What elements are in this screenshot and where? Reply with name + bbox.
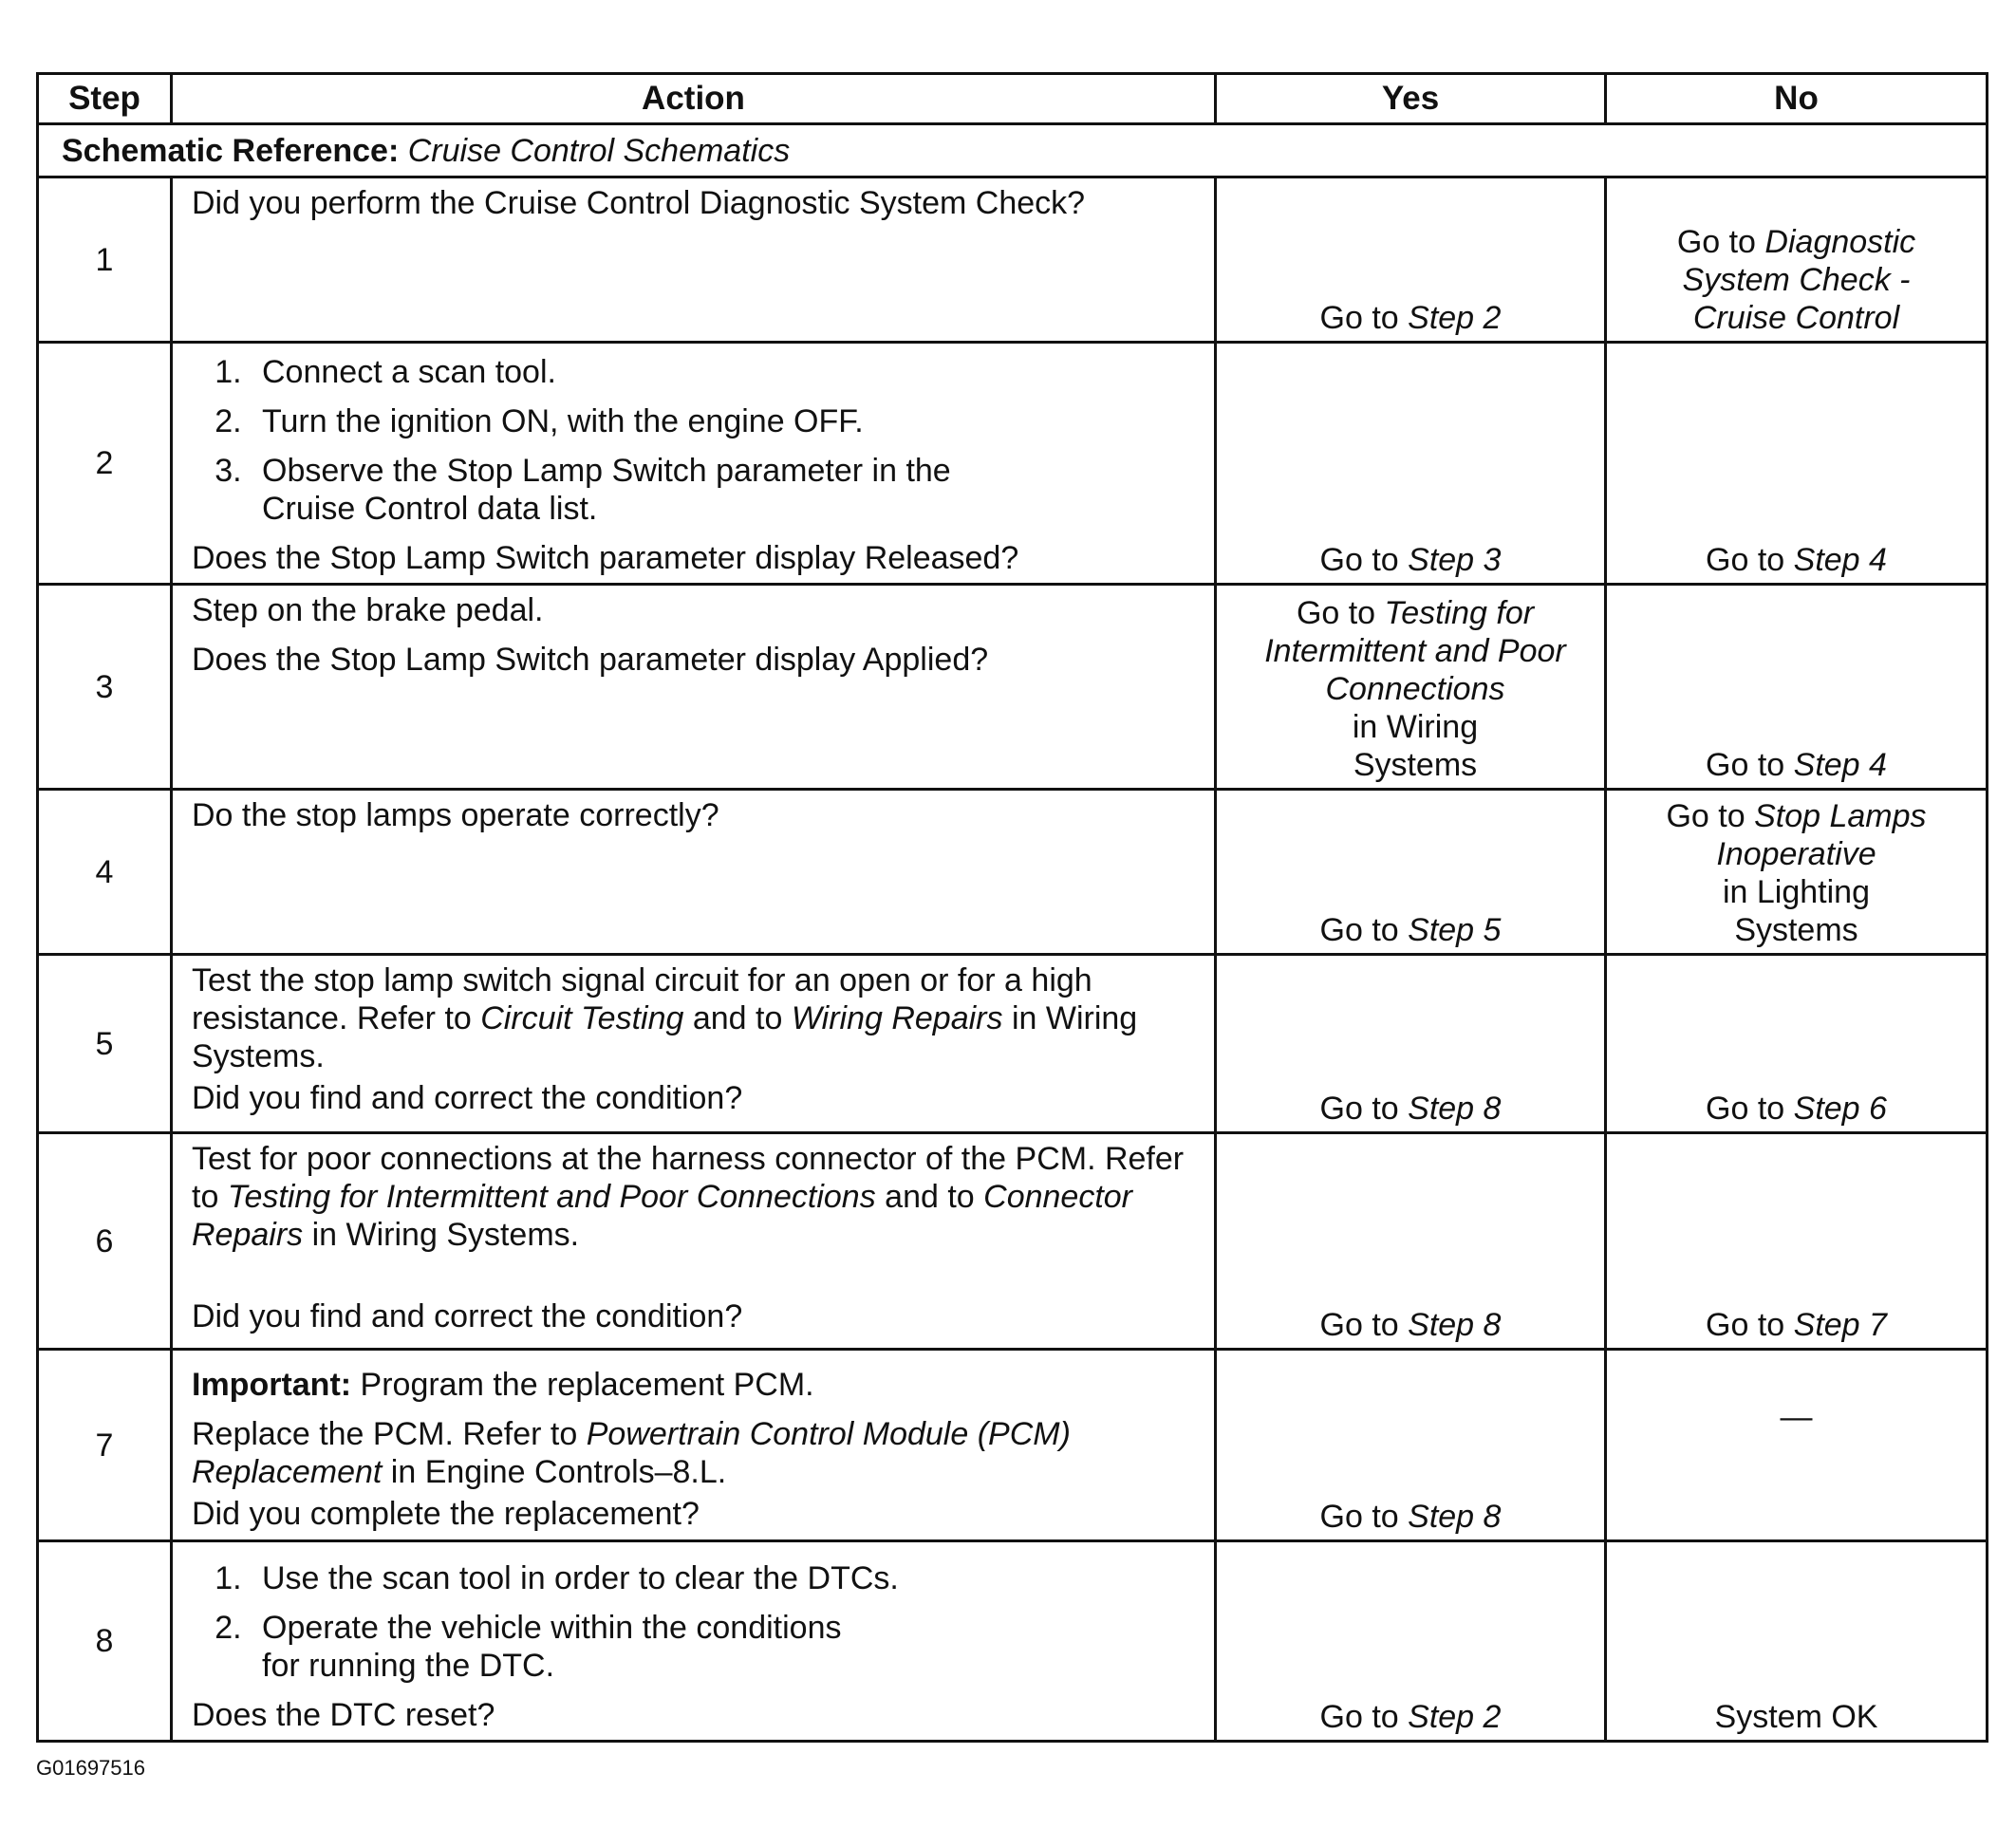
yes-prefix: Go to (1319, 1091, 1409, 1127)
no-cell (1606, 1541, 1988, 1742)
list-item: 2. Turn the ignition ON, with the engine OFF. (251, 402, 1204, 440)
no-cell (1606, 955, 1988, 1133)
schematic-reference-row (38, 124, 1988, 177)
action-text-part: and to (683, 1000, 792, 1036)
action-question: Did you complete the replacement? (192, 1496, 700, 1532)
schematic-label: Schematic Reference: (62, 132, 400, 169)
list-item: 2. Operate the vehicle within the conditions for running the DTC. (251, 1609, 1204, 1685)
table-row (38, 585, 1988, 790)
yes-prefix: Go to (1296, 595, 1385, 631)
schematic-link[interactable]: Cruise Control Schematics (407, 132, 791, 169)
yes-prefix: Go to (1319, 1307, 1409, 1343)
table-row (38, 955, 1988, 1133)
step-number: 7 (38, 1350, 172, 1541)
yes-suffix: in Wiring Systems (1352, 709, 1479, 783)
step-number: 4 (38, 790, 172, 955)
table-row (38, 1350, 1988, 1541)
action-steps-list (192, 1559, 1204, 1685)
header-row (38, 74, 1988, 124)
action-text: Step on the brake pedal. (192, 592, 544, 628)
important-label: Important: (192, 1367, 352, 1403)
yes-cell (1216, 1350, 1606, 1541)
yes-cell (1216, 1133, 1606, 1350)
action-question: Did you find and correct the condition? (192, 1080, 743, 1116)
no-cell (1606, 790, 1988, 955)
header-step: Step (38, 74, 172, 124)
table-row (38, 1541, 1988, 1742)
yes-link[interactable]: Step 8 (1408, 1307, 1502, 1343)
step-number: 2 (38, 343, 172, 585)
action-question: Did you find and correct the condition? (192, 1298, 743, 1334)
action-question: Does the DTC reset? (192, 1697, 495, 1733)
action-link[interactable]: Circuit Testing (480, 1000, 684, 1036)
action-question: Does the Stop Lamp Switch parameter display Applied? (192, 642, 989, 678)
action-text (192, 1415, 1204, 1491)
action-cell (172, 1350, 1216, 1541)
action-text-part: in Engine Controls–8.L. (382, 1454, 727, 1490)
table-row (38, 343, 1988, 585)
action-cell (172, 1541, 1216, 1742)
no-link[interactable]: Step 7 (1793, 1307, 1887, 1343)
action-text-part: in Wiring Systems. (303, 1217, 580, 1253)
step-number: 5 (38, 955, 172, 1133)
no-text: System OK (1714, 1699, 1878, 1735)
action-text-part: Replace the PCM. Refer to (192, 1416, 587, 1452)
yes-cell (1216, 790, 1606, 955)
no-prefix: Go to (1706, 747, 1794, 783)
table-row (38, 1133, 1988, 1350)
diagnostic-table (36, 72, 1988, 1743)
no-prefix: Go to (1676, 224, 1765, 260)
action-steps-list (192, 353, 1204, 528)
action-link[interactable]: Wiring Repairs (791, 1000, 1003, 1036)
important-text: Program the replacement PCM. (351, 1367, 814, 1403)
action-text (192, 1140, 1204, 1254)
no-link[interactable]: Step 4 (1793, 747, 1887, 783)
action-text-part: Test for poor connections at the harness connector of the PCM. Refer to (192, 1141, 1185, 1215)
yes-prefix: Go to (1319, 300, 1409, 336)
action-question: Did you perform the Cruise Control Diagnostic System Check? (192, 185, 1086, 221)
yes-cell (1216, 177, 1606, 343)
no-link[interactable]: Step 4 (1793, 542, 1887, 578)
yes-cell (1216, 585, 1606, 790)
action-link[interactable]: Connector Repairs (192, 1179, 1133, 1253)
action-question: Does the Stop Lamp Switch parameter display Released? (192, 540, 1019, 576)
step-number: 6 (38, 1133, 172, 1350)
yes-cell (1216, 955, 1606, 1133)
table-row (38, 177, 1988, 343)
yes-link[interactable]: Step 8 (1408, 1499, 1502, 1535)
yes-prefix: Go to (1319, 1699, 1409, 1735)
no-cell (1606, 343, 1988, 585)
yes-link[interactable]: Step 5 (1408, 912, 1502, 948)
yes-prefix: Go to (1319, 912, 1409, 948)
yes-link[interactable]: Step 3 (1408, 542, 1502, 578)
yes-cell (1216, 1541, 1606, 1742)
yes-link[interactable]: Testing for Intermittent and Poor Connections (1264, 595, 1566, 707)
no-cell (1606, 1133, 1988, 1350)
yes-prefix: Go to (1319, 542, 1409, 578)
step-number: 1 (38, 177, 172, 343)
action-cell (172, 955, 1216, 1133)
no-link[interactable]: Diagnostic System Check - Cruise Control (1682, 224, 1916, 336)
figure-id: G01697516 (36, 1756, 145, 1780)
step-number: 3 (38, 585, 172, 790)
yes-link[interactable]: Step 2 (1408, 1699, 1502, 1735)
no-cell (1606, 585, 1988, 790)
header-no: No (1606, 74, 1988, 124)
action-text-part: Test the stop lamp switch signal circuit for an open or for a high resistance. Refer to (192, 962, 1092, 1036)
action-cell (172, 585, 1216, 790)
no-prefix: Go to (1706, 1307, 1794, 1343)
action-cell (172, 1133, 1216, 1350)
action-text-part: and to (875, 1179, 984, 1215)
action-link[interactable]: Testing for Intermittent and Poor Connections (227, 1179, 876, 1215)
table-row (38, 790, 1988, 955)
action-text-part: in Wiring Systems. (192, 1000, 1138, 1074)
no-suffix: in Lighting Systems (1722, 874, 1870, 948)
yes-link[interactable]: Step 8 (1408, 1091, 1502, 1127)
list-item: 1. Connect a scan tool. (251, 353, 1204, 391)
no-prefix: Go to (1706, 542, 1794, 578)
important-note (192, 1366, 1204, 1404)
no-link[interactable]: Stop Lamps Inoperative (1716, 798, 1927, 872)
list-item: 1. Use the scan tool in order to clear the DTCs. (251, 1559, 1204, 1597)
no-cell (1606, 177, 1988, 343)
yes-link[interactable]: Step 2 (1408, 300, 1502, 336)
header-action: Action (172, 74, 1216, 124)
step-number: 8 (38, 1541, 172, 1742)
no-cell (1606, 1350, 1988, 1541)
action-cell (172, 790, 1216, 955)
action-text (192, 961, 1204, 1075)
schematic-reference (38, 124, 1988, 177)
list-item: 3. Observe the Stop Lamp Switch parameter in the Cruise Control data list. (251, 452, 1204, 528)
no-text: — (1780, 1399, 1813, 1435)
header-yes: Yes (1216, 74, 1606, 124)
yes-prefix: Go to (1319, 1499, 1409, 1535)
no-prefix: Go to (1666, 798, 1755, 834)
yes-cell (1216, 343, 1606, 585)
action-cell (172, 343, 1216, 585)
no-prefix: Go to (1706, 1091, 1794, 1127)
action-link[interactable]: Powertrain Control Module (PCM) Replacement (192, 1416, 1071, 1490)
action-cell (172, 177, 1216, 343)
no-link[interactable]: Step 6 (1793, 1091, 1887, 1127)
action-question: Do the stop lamps operate correctly? (192, 797, 719, 833)
